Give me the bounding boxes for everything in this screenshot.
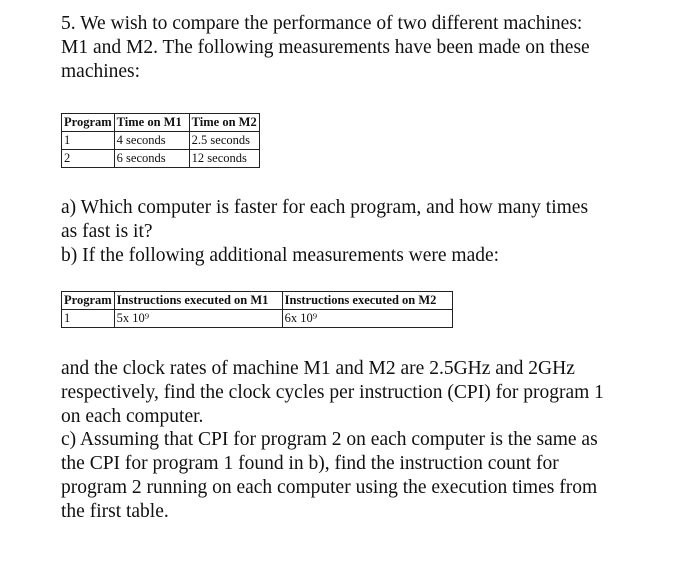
table-header-row <box>62 114 260 132</box>
table-header-cell: Program <box>62 292 115 310</box>
table-cell: 12 seconds <box>189 150 259 168</box>
table-cell: 4 seconds <box>114 132 189 150</box>
question-b: b) If the following additional measurements were made: <box>61 245 500 266</box>
problem-intro: 5. We wish to compare the performance of two different machines: M1 and M2. The following measurements have been made on these machines: <box>61 13 590 82</box>
table-header-cell: Instructions executed on M2 <box>282 292 452 310</box>
table-cell: 2.5 seconds <box>189 132 259 150</box>
clock-rates-text: and the clock rates of machine M1 and M2 are 2.5GHz and 2GHz respectively, find the clock cycles per instruction (CPI) for program 1 on each computer. <box>61 358 604 427</box>
table-header-cell: Time on M1 <box>114 114 189 132</box>
table-cell: 1 <box>62 132 115 150</box>
execution-time-table <box>61 113 260 168</box>
table-row <box>62 310 453 328</box>
table-header-cell: Instructions executed on M1 <box>114 292 282 310</box>
table-header-cell: Time on M2 <box>189 114 259 132</box>
instruction-count-table <box>61 291 453 328</box>
question-c: c) Assuming that CPI for program 2 on each computer is the same as the CPI for program 1 found in b), find the instruction count for program 2 running on each computer using the execution times from the first table. <box>61 429 598 522</box>
table-cell: 1 <box>62 310 115 328</box>
table-header-row <box>62 292 453 310</box>
table-cell: 6 seconds <box>114 150 189 168</box>
question-a: a) Which computer is faster for each program, and how many times as fast is it? <box>61 197 589 242</box>
table-header-cell: Program <box>62 114 115 132</box>
table-cell: 2 <box>62 150 115 168</box>
table-row <box>62 132 260 150</box>
table-row <box>62 150 260 168</box>
table-cell: 5x 10⁹ <box>114 310 282 328</box>
table-cell: 6x 10⁹ <box>282 310 452 328</box>
